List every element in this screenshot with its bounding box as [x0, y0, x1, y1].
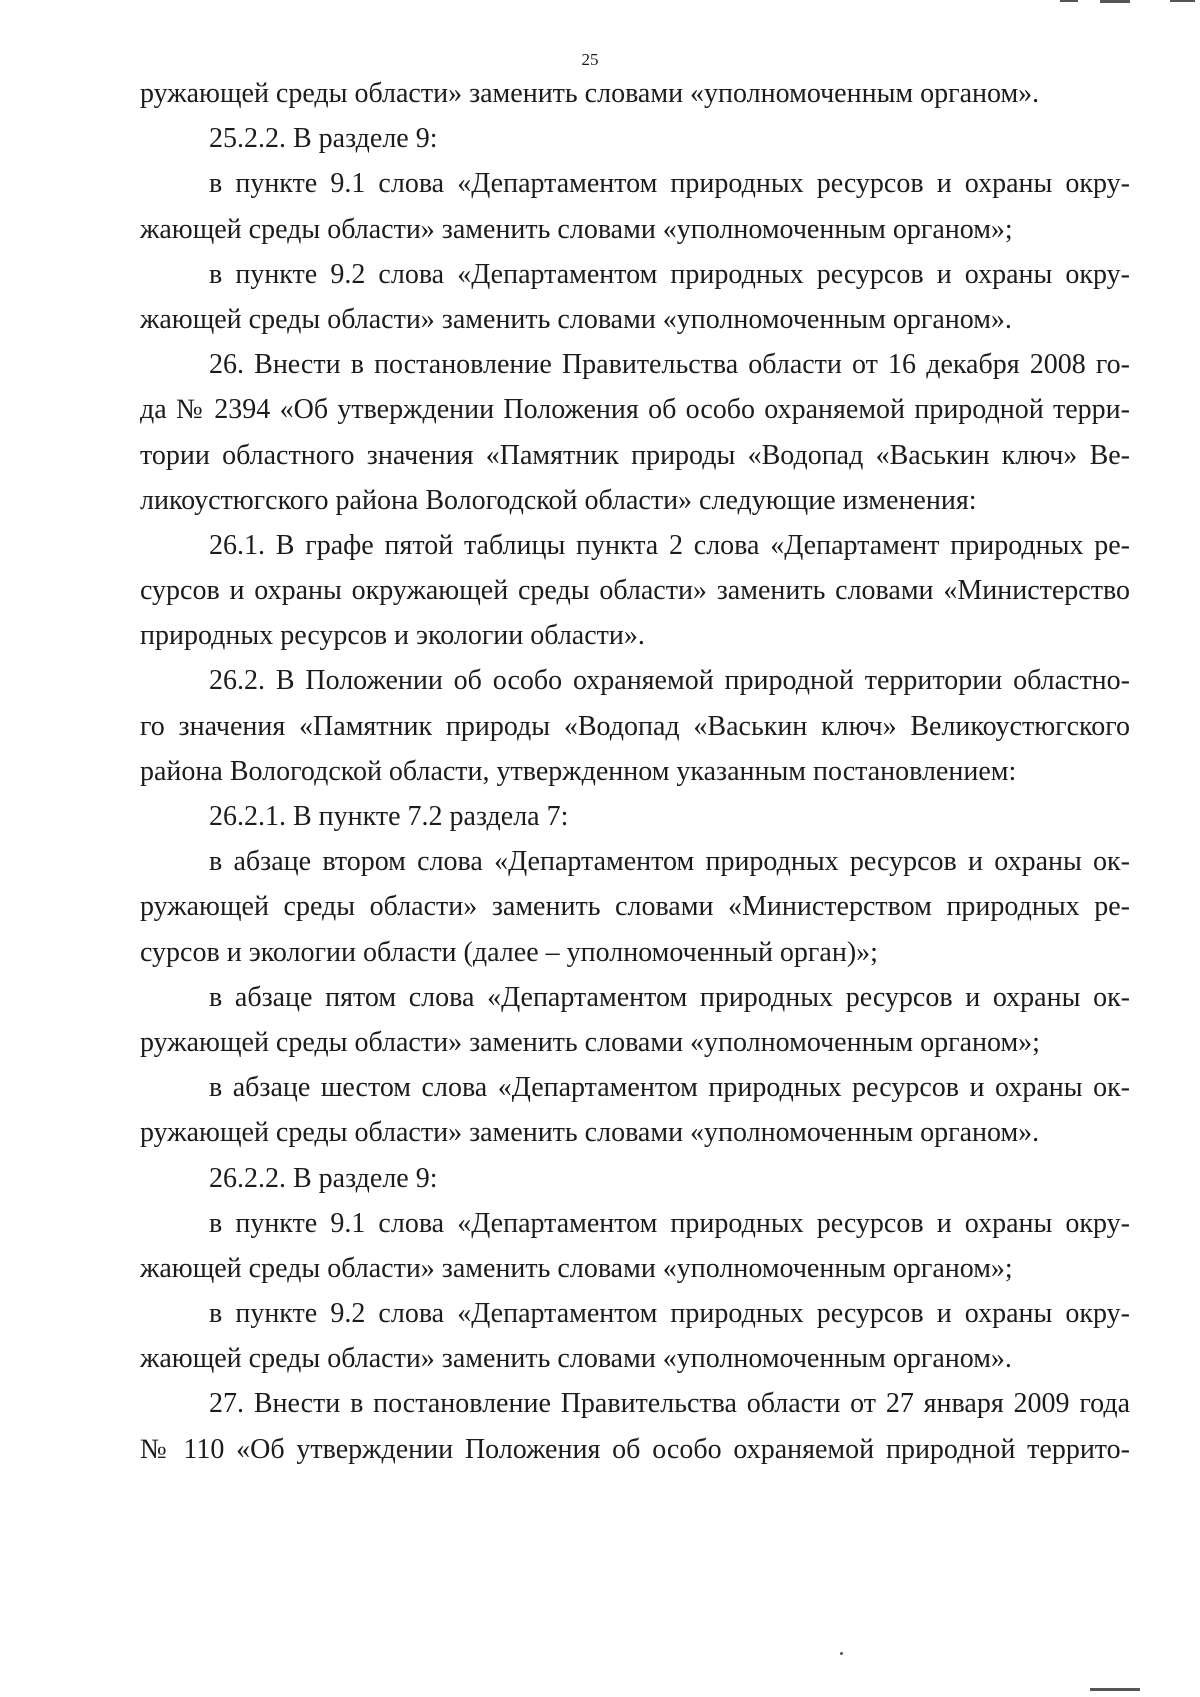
text-line: района Вологодской области, утвержденном указанным постановлением: [140, 755, 1017, 787]
text-line: 26.2.2. В разделе 9: [209, 1162, 438, 1194]
text-line: сурсов и охраны окружающей среды области» заменить словами «Министерство [140, 575, 1130, 607]
text-line: жающей среды области» заменить словами «уполномоченным органом». [140, 1343, 1012, 1375]
text-line: да № 2394 «Об утверждении Положения об особо охраняемой природной терри- [140, 394, 1130, 426]
text-line: 27. Внести в постановление Правительства области от 27 января 2009 года [209, 1388, 1130, 1420]
text-line: в пункте 9.2 слова «Департаментом природных ресурсов и охраны окру- [209, 1298, 1130, 1330]
text-line: ликоустюгского района Вологодской области» следующие изменения: [140, 484, 977, 516]
scan-artifact [1170, 0, 1195, 2]
text-line: сурсов и экологии области (далее – уполномоченный орган)»; [140, 936, 878, 968]
text-line: ружающей среды области» заменить словами «уполномоченным органом». [140, 1117, 1040, 1149]
text-line: жающей среды области» заменить словами «уполномоченным органом»; [140, 213, 1013, 245]
text-line: жающей среды области» заменить словами «уполномоченным органом». [140, 303, 1012, 335]
text-line: в абзаце втором слова «Департаментом природных ресурсов и охраны ок- [209, 846, 1130, 878]
text-line: природных ресурсов и экологии области». [140, 620, 645, 652]
page-number: 25 [581, 50, 599, 69]
text-line: 26. Внести в постановление Правительства области от 16 декабря 2008 го- [209, 349, 1130, 381]
text-line: в абзаце шестом слова «Департаментом природных ресурсов и охраны ок- [209, 1072, 1130, 1104]
document-body [140, 71, 1130, 1472]
text-line: № 110 «Об утверждении Положения об особо охраняемой природной террито- [140, 1433, 1130, 1465]
text-line: 25.2.2. В разделе 9: [209, 123, 438, 155]
text-line: в пункте 9.1 слова «Департаментом природных ресурсов и охраны окру- [209, 1207, 1130, 1239]
text-line: ружающей среды области» заменить словами «уполномоченным органом». [140, 78, 1040, 109]
text-line: жающей среды области» заменить словами «уполномоченным органом»; [140, 1252, 1013, 1284]
text-line: го значения «Памятник природы «Водопад «Васькин ключ» Великоустюгского [140, 710, 1130, 742]
text-line: в пункте 9.1 слова «Департаментом природных ресурсов и охраны окру- [209, 168, 1130, 200]
text-line: в абзаце пятом слова «Департаментом природных ресурсов и охраны ок- [209, 981, 1130, 1013]
scan-artifact [840, 1652, 843, 1655]
text-line: 26.1. В графе пятой таблицы пункта 2 слова «Департамент природных ре- [209, 529, 1130, 561]
text-line: 26.2. В Положении об особо охраняемой природной территории областно- [209, 665, 1130, 697]
scan-artifact [1060, 0, 1078, 2]
scan-artifact [1090, 1688, 1140, 1691]
scan-artifact [1100, 0, 1130, 3]
text-line: в пункте 9.2 слова «Департаментом природных ресурсов и охраны окру- [209, 258, 1130, 290]
text-line: ружающей среды области» заменить словами «уполномоченным органом»; [140, 1026, 1040, 1058]
text-line: ружающей среды области» заменить словами «Министерством природных ре- [140, 891, 1130, 923]
text-line: тории областного значения «Памятник природы «Водопад «Васькин ключ» Ве- [140, 439, 1130, 471]
text-line: 26.2.1. В пункте 7.2 раздела 7: [209, 801, 569, 832]
